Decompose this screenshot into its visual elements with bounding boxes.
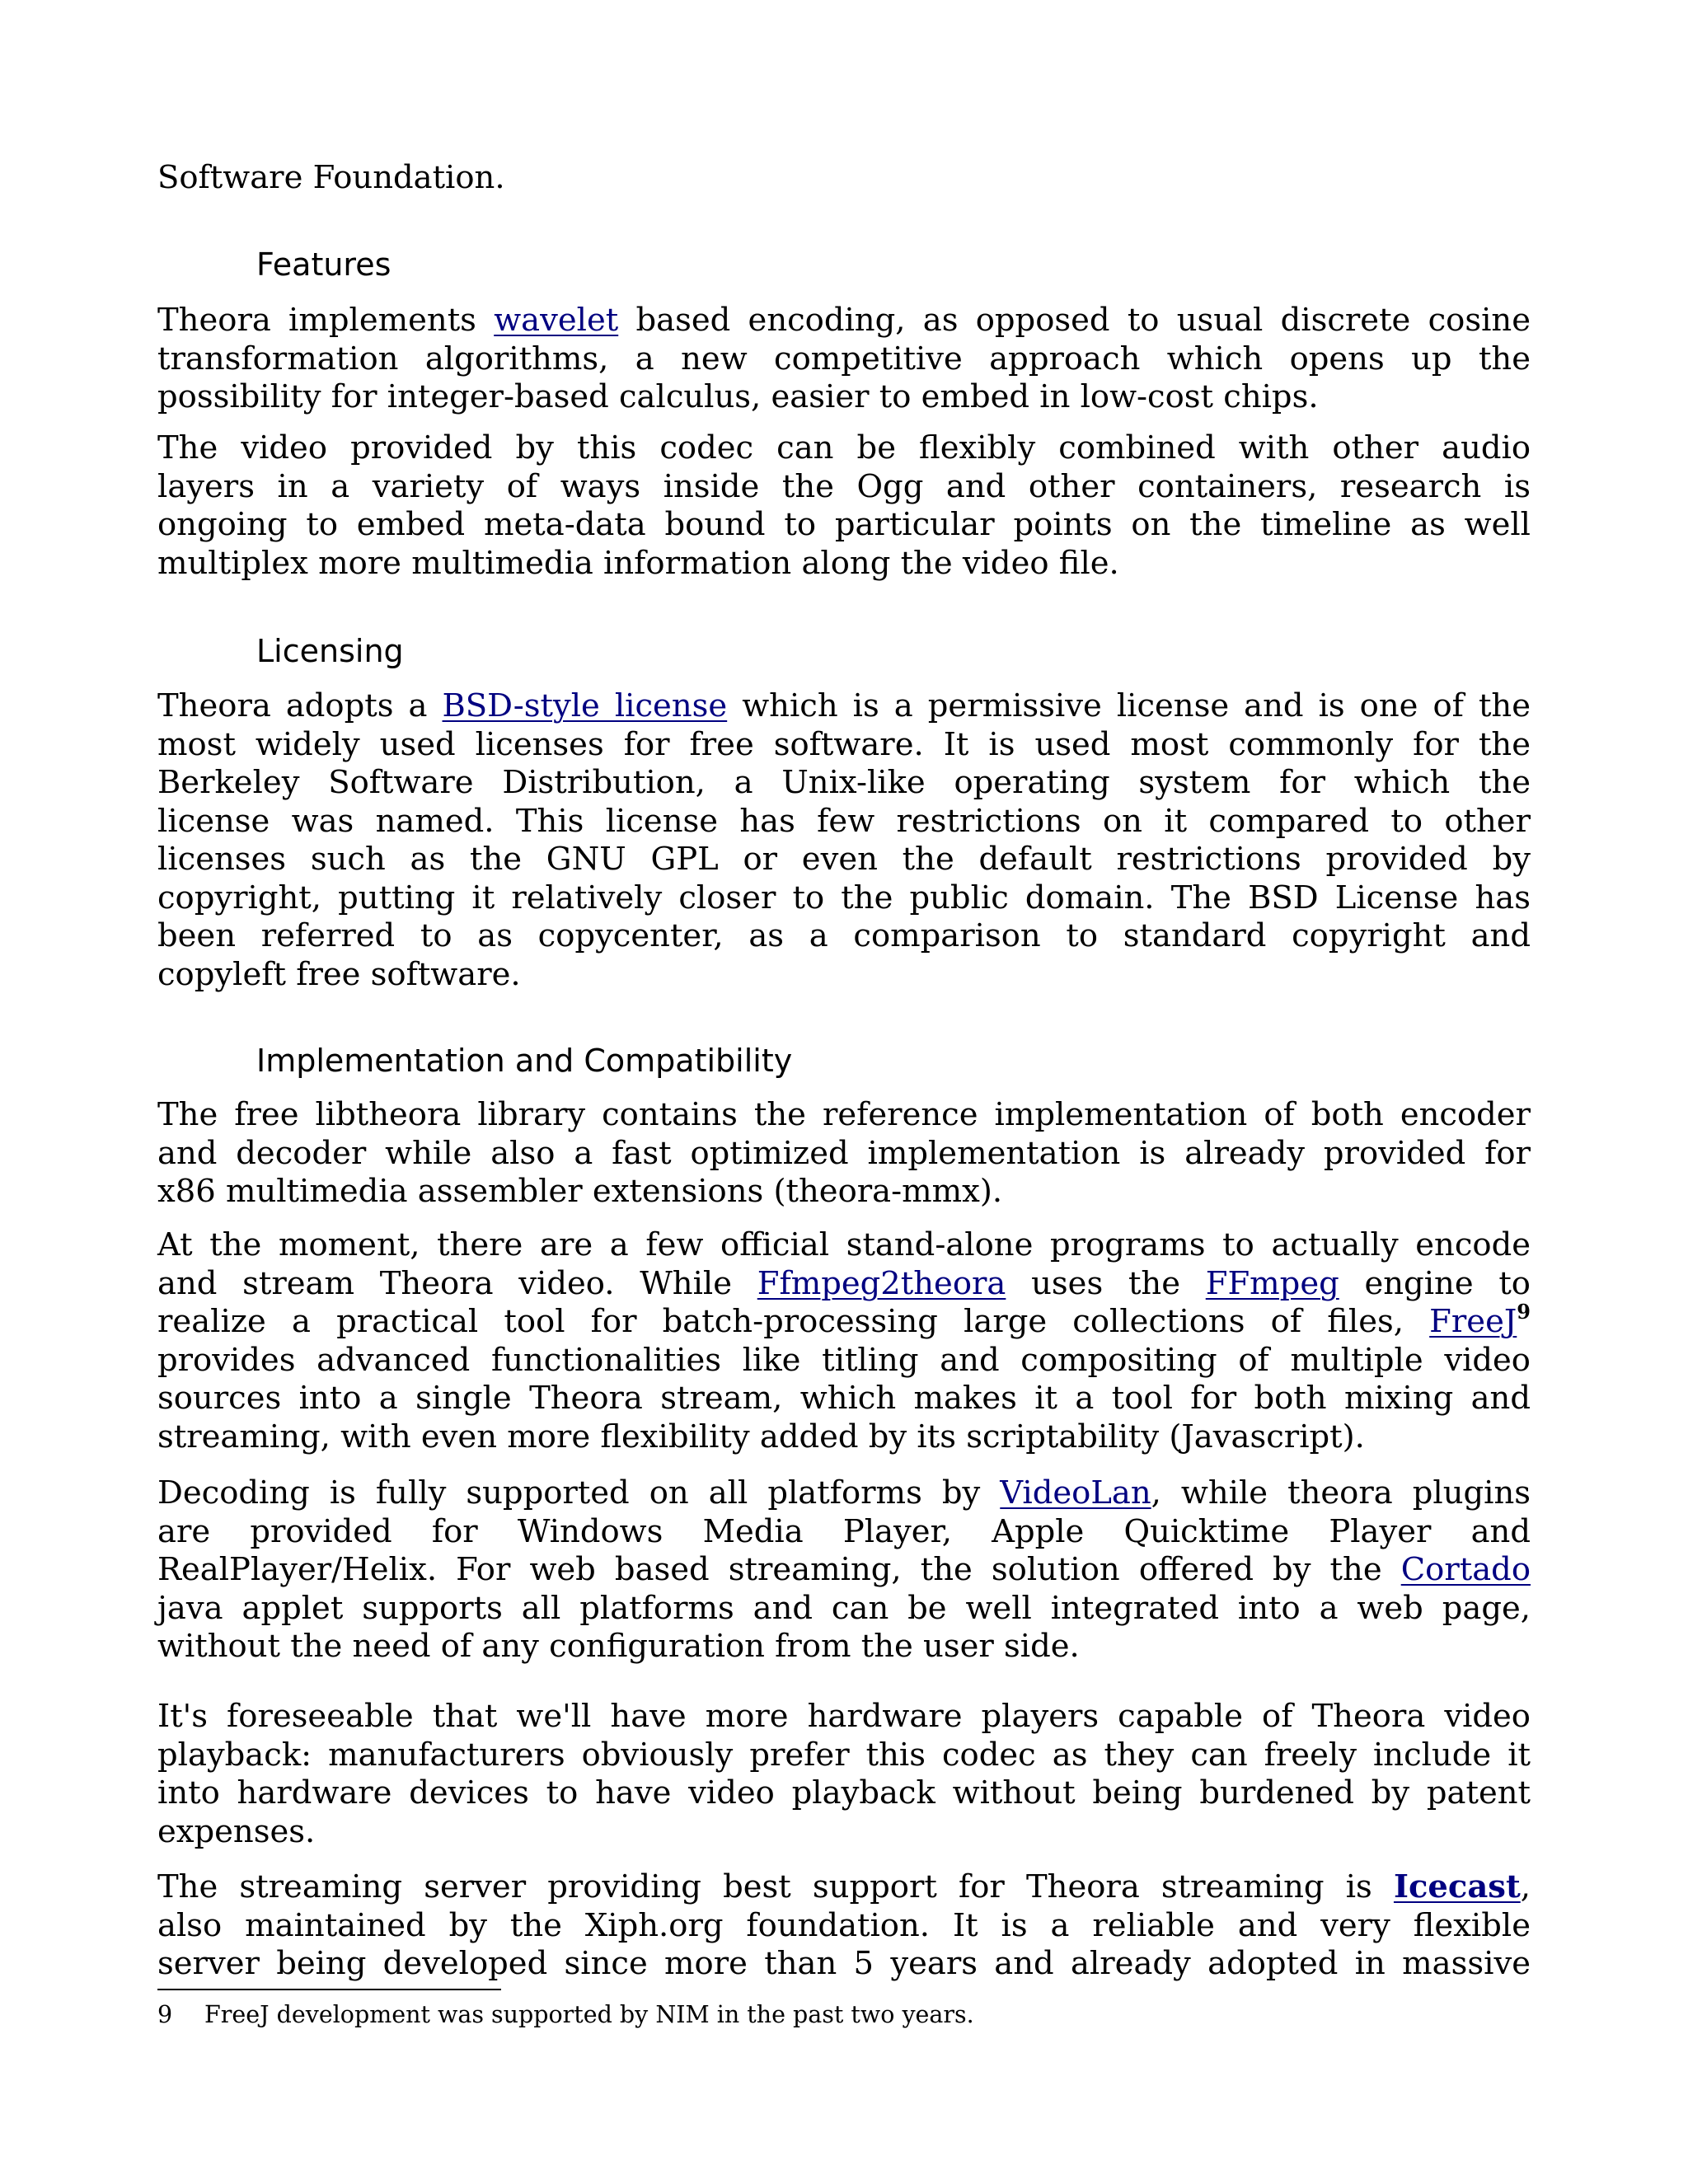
text-run: , while theora plugins	[1151, 1474, 1531, 1511]
text-run: and stream Theora video. While	[157, 1264, 757, 1302]
paragraph-line: are provided for Windows Media Player, Apple Quicktime Player and	[157, 1512, 1531, 1550]
paragraph-line: The free libtheora library contains the reference implementation of both encoder	[157, 1096, 1531, 1133]
footnote-reference[interactable]: 9	[1517, 1300, 1531, 1324]
text-run: Decoding is fully supported on all platforms by	[157, 1474, 1001, 1511]
paragraph-line: and decoder while also a fast optimized implementation is already provided for	[157, 1134, 1531, 1172]
paragraph-line	[157, 687, 1531, 725]
paragraph-line: possibility for integer-based calculus, easier to embed in low-cost chips.	[157, 378, 1319, 415]
link-ffmpeg[interactable]: FFmpeg	[1205, 1264, 1339, 1302]
paragraph-line: The video provided by this codec can be flexibly combined with other audio	[157, 429, 1531, 466]
text-run: The streaming server providing best support for Theora streaming is	[157, 1868, 1394, 1905]
paragraph-line	[157, 302, 1531, 340]
paragraph-line: x86 multimedia assembler extensions (theora-mmx).	[157, 1173, 1003, 1210]
footnote	[157, 2001, 974, 2029]
paragraph-line: ongoing to embed meta-data bound to particular points on the timeline as well	[157, 506, 1531, 543]
link-ffmpeg2theora[interactable]: Ffmpeg2theora	[757, 1264, 1006, 1302]
text-run: ,	[1520, 1868, 1531, 1905]
paragraph-line: playback: manufacturers obviously prefer this codec as they can freely include it	[157, 1736, 1531, 1774]
section-heading: Features	[256, 246, 392, 283]
paragraph-line: also maintained by the Xiph.org foundation. It is a reliable and very flexible	[157, 1906, 1531, 1944]
link-bsd-style-license[interactable]: BSD-style license	[442, 687, 728, 724]
paragraph-line: license was named. This license has few restrictions on it compared to other	[157, 802, 1531, 840]
text-run: realize a practical tool for batch-processing large collections of files,	[157, 1303, 1430, 1340]
paragraph-line: transformation algorithms, a new competitive approach which opens up the	[157, 340, 1531, 377]
text-run: based encoding, as opposed to usual discrete cosine	[618, 302, 1531, 339]
paragraph-line: It's foreseeable that we'll have more hardware players capable of Theora video	[157, 1698, 1531, 1735]
section-heading: Licensing	[256, 633, 404, 669]
text-run: uses the	[1006, 1264, 1206, 1302]
paragraph-line: copyleft free software.	[157, 955, 521, 993]
paragraph-line: layers in a variety of ways inside the Ogg and other containers, research is	[157, 467, 1531, 505]
text-run: Theora implements	[157, 302, 495, 339]
paragraph-line: without the need of any configuration from the user side.	[157, 1628, 1080, 1665]
footnote-text: FreeJ development was supported by NIM in the past two years.	[204, 2001, 974, 2028]
paragraph-line: Berkeley Software Distribution, a Unix-like operating system for which the	[157, 764, 1531, 801]
section-heading: Implementation and Compatibility	[256, 1043, 793, 1079]
text-run: engine to	[1339, 1264, 1531, 1302]
paragraph-line: At the moment, there are a few official stand-alone programs to actually encode	[157, 1226, 1531, 1263]
paragraph-line: provides advanced functionalities like titling and compositing of multiple video	[157, 1341, 1531, 1379]
link-cortado[interactable]: Cortado	[1400, 1551, 1531, 1588]
paragraph-line: multiplex more multimedia information along the video file.	[157, 544, 1119, 582]
paragraph-line: licenses such as the GNU GPL or even the default restrictions provided by	[157, 841, 1531, 878]
footnote-number: 9	[157, 2001, 173, 2028]
link-wavelet[interactable]: wavelet	[494, 302, 619, 339]
link-icecast[interactable]: Icecast	[1393, 1868, 1521, 1905]
paragraph-line	[157, 1551, 1531, 1589]
paragraph-line: copyright, putting it relatively closer to the public domain. The BSD License has	[157, 879, 1531, 916]
paragraph-line	[157, 1265, 1531, 1303]
text-run: which is a permissive license and is one of the	[727, 687, 1531, 724]
paragraph-line: sources into a single Theora stream, which makes it a tool for both mixing and	[157, 1380, 1531, 1417]
paragraph-line	[157, 1300, 1531, 1341]
paragraph-line: into hardware devices to have video playback without being burdened by patent	[157, 1774, 1531, 1811]
paragraph-line: java applet supports all platforms and can be well integrated into a web page,	[157, 1589, 1531, 1627]
text-run: RealPlayer/Helix. For web based streaming, the solution offered by the	[157, 1551, 1401, 1588]
text-run: Theora adopts a	[157, 687, 443, 724]
link-freej[interactable]: FreeJ	[1429, 1303, 1517, 1340]
paragraph-line: server being developed since more than 5 years and already adopted in massive	[157, 1945, 1531, 1982]
paragraph-line	[157, 1474, 1531, 1512]
footnote-separator	[157, 1989, 501, 1990]
paragraph-line: been referred to as copycenter, as a comparison to standard copyright and	[157, 917, 1531, 954]
paragraph-line: most widely used licenses for free software. It is used most commonly for the	[157, 725, 1531, 763]
paragraph-line: expenses.	[157, 1812, 316, 1850]
paragraph-line	[157, 1868, 1531, 1906]
link-videolan[interactable]: VideoLan	[1000, 1474, 1151, 1511]
paragraph-line: streaming, with even more flexibility added by its scriptability (Javascript).	[157, 1418, 1365, 1455]
continuation-text: Software Foundation.	[157, 159, 505, 196]
